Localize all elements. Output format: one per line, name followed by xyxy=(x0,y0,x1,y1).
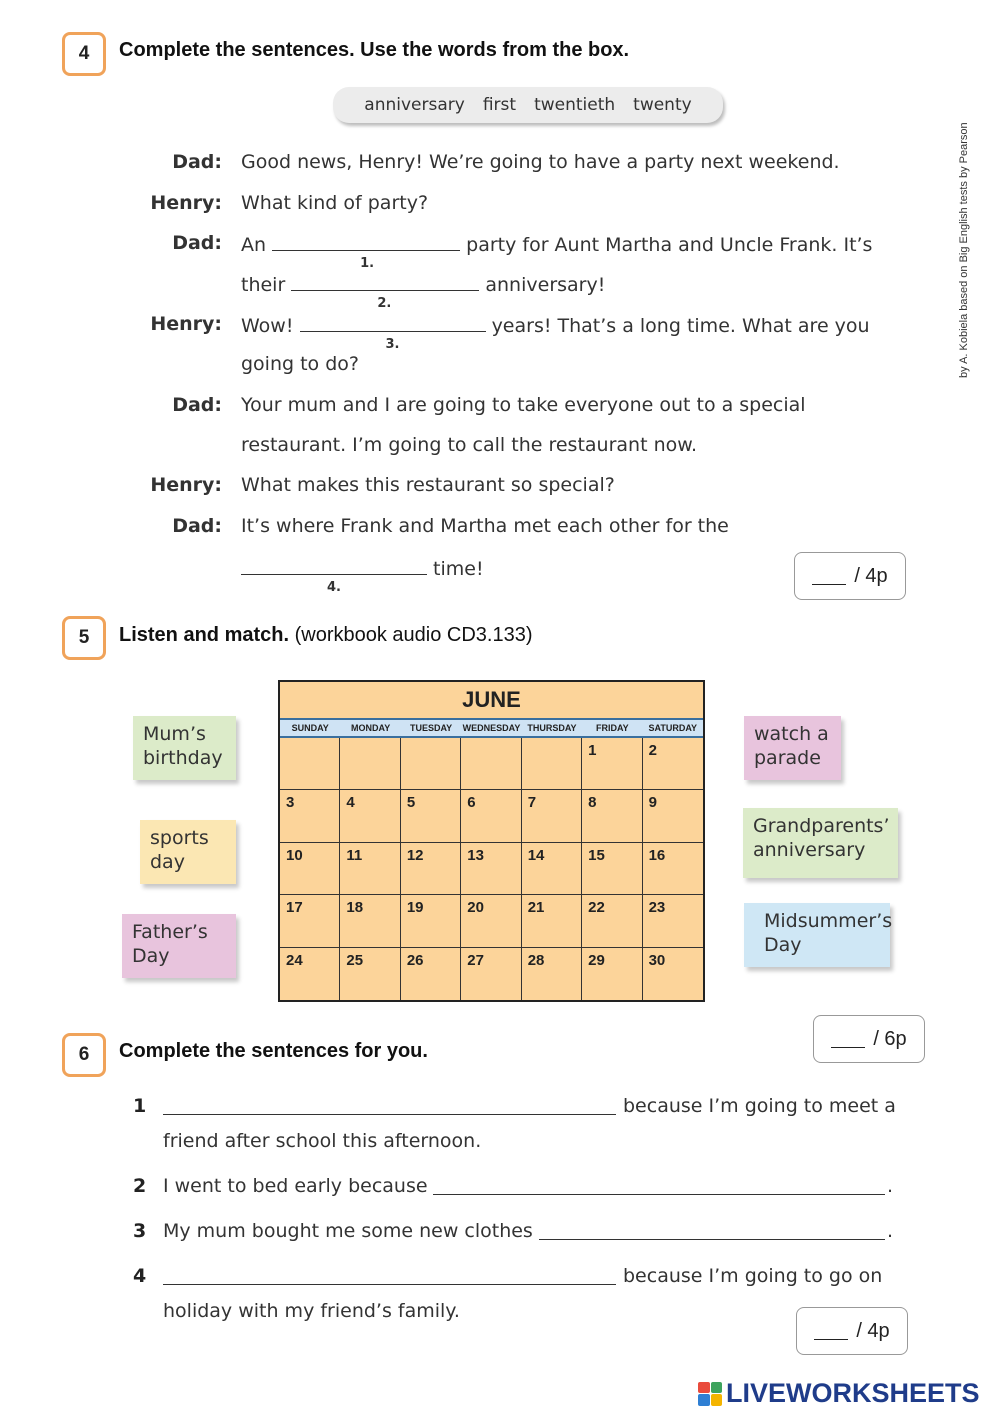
item-text: holiday with my friend’s family. xyxy=(163,1300,460,1322)
calendar-day-cell: 6 xyxy=(461,790,521,842)
liveworksheets-logo[interactable] xyxy=(698,1378,980,1409)
dialogue-line: What kind of party? xyxy=(241,192,429,214)
score-box-section-6[interactable] xyxy=(813,1015,925,1063)
answer-line-4[interactable] xyxy=(163,1284,616,1285)
item-text: I went to bed early because xyxy=(163,1175,428,1197)
speaker-label: Henry: xyxy=(150,474,222,496)
calendar-day-cell: 2 xyxy=(643,738,703,790)
answer-line-1[interactable] xyxy=(163,1114,616,1115)
item-text: because I’m going to meet a xyxy=(623,1095,896,1117)
dialogue-line: Your mum and I are going to take everyone out to a special xyxy=(241,394,806,416)
answer-blank-2[interactable] xyxy=(291,272,479,311)
word-box-item: anniversary xyxy=(364,95,465,115)
item-number: 1 xyxy=(133,1095,147,1117)
section-5-number: 5 xyxy=(62,616,106,660)
calendar-day-cell xyxy=(401,738,461,790)
calendar-day-cell: 18 xyxy=(340,895,400,947)
score-box-section-6-bottom[interactable] xyxy=(796,1307,908,1355)
item-number: 4 xyxy=(133,1265,147,1287)
logo-mark-tile xyxy=(698,1394,710,1406)
item-text: My mum bought me some new clothes xyxy=(163,1220,533,1242)
calendar-day-cell: 10 xyxy=(280,843,340,895)
weekday-label: FRIDAY xyxy=(596,723,629,733)
dialogue-line: restaurant. I’m going to call the restaurant now. xyxy=(241,434,698,456)
calendar-weekday-header xyxy=(280,718,703,738)
word-box xyxy=(333,87,723,123)
note-sports-day[interactable]: sports day xyxy=(140,820,236,884)
calendar-month: JUNE xyxy=(462,687,521,712)
speaker-label: Dad: xyxy=(172,515,222,537)
calendar-day-cell: 19 xyxy=(401,895,461,947)
blank-number: 1. xyxy=(360,256,375,271)
dialogue-text: An xyxy=(241,234,267,256)
calendar-day-cell: 1 xyxy=(582,738,642,790)
calendar-day-cell: 22 xyxy=(582,895,642,947)
calendar-day-cell: 14 xyxy=(522,843,582,895)
dialogue-text: years! That’s a long time. What are you xyxy=(491,315,870,337)
calendar-day-cell xyxy=(280,738,340,790)
section-6-number: 6 xyxy=(62,1033,106,1077)
word-box-item: first xyxy=(482,95,517,115)
speaker-label: Henry: xyxy=(150,192,222,214)
blank-number: 4. xyxy=(327,580,341,595)
score-label: / 6p xyxy=(873,1027,907,1050)
note-grandparents-anniversary[interactable]: Grandparents’ anniversary xyxy=(743,808,898,878)
calendar-day-cell: 28 xyxy=(522,948,582,1000)
note-watch-a-parade[interactable]: watch a parade xyxy=(744,716,841,780)
answer-blank-4[interactable] xyxy=(241,556,427,595)
dialogue-line: going to do? xyxy=(241,353,359,375)
weekday-label: MONDAY xyxy=(351,723,391,733)
calendar-day-cell: 20 xyxy=(461,895,521,947)
june-calendar xyxy=(278,680,705,1002)
calendar-day-cell: 27 xyxy=(461,948,521,1000)
item-end: . xyxy=(887,1175,894,1197)
calendar-day-cell: 5 xyxy=(401,790,461,842)
calendar-day-cell: 11 xyxy=(340,843,400,895)
dialogue-line: It’s where Frank and Martha met each other for the xyxy=(241,515,729,537)
answer-line-2[interactable] xyxy=(433,1194,885,1195)
dialogue-text: time! xyxy=(433,558,484,580)
item-end: . xyxy=(887,1220,894,1242)
blank-number: 3. xyxy=(385,337,400,352)
dialogue-text: party for Aunt Martha and Uncle Frank. It’s xyxy=(466,234,873,256)
calendar-day-cell: 9 xyxy=(643,790,703,842)
dialogue-line: What makes this restaurant so special? xyxy=(241,474,615,496)
dialogue-line xyxy=(241,556,484,595)
word-box-item: twenty xyxy=(633,95,692,115)
logo-mark-tile xyxy=(711,1394,723,1406)
calendar-day-cell: 17 xyxy=(280,895,340,947)
dialogue-line: Good news, Henry! We’re going to have a party next weekend. xyxy=(241,151,840,173)
score-blank[interactable] xyxy=(831,1031,865,1048)
note-midsummers-day[interactable]: Midsummer’s Day xyxy=(744,903,890,967)
logo-text: LIVEWORKSHEETS xyxy=(726,1378,980,1408)
section-4-number: 4 xyxy=(62,32,106,76)
section-4-title: Complete the sentences. Use the words from the box. xyxy=(119,39,630,61)
speaker-label: Dad: xyxy=(172,232,222,254)
section-5-subtitle: (workbook audio CD3.133) xyxy=(294,624,533,646)
score-box-section-4[interactable] xyxy=(794,552,906,600)
item-text: friend after school this afternoon. xyxy=(163,1130,482,1152)
item-number: 2 xyxy=(133,1175,147,1197)
calendar-day-cell xyxy=(522,738,582,790)
calendar-day-cell: 3 xyxy=(280,790,340,842)
answer-blank-3[interactable] xyxy=(300,313,486,352)
score-blank[interactable] xyxy=(814,1323,848,1340)
logo-mark-tile xyxy=(711,1382,723,1394)
calendar-day-cell: 30 xyxy=(648,951,666,969)
calendar-day-cell: 7 xyxy=(522,790,582,842)
item-number: 3 xyxy=(133,1220,147,1242)
weekday-label: SUNDAY xyxy=(291,723,329,733)
dialogue-text: Wow! xyxy=(241,315,294,337)
speaker-label: Dad: xyxy=(172,394,222,416)
calendar-day-cell: 4 xyxy=(340,790,400,842)
weekday-label: TUESDAY xyxy=(409,723,453,733)
calendar-day-cell: 21 xyxy=(522,895,582,947)
calendar-day-cell: 23 xyxy=(643,895,703,947)
section-5-title xyxy=(119,624,533,647)
dialogue-text: their xyxy=(241,274,286,296)
calendar-day-cell: 16 xyxy=(643,843,703,895)
speaker-label: Henry: xyxy=(150,313,222,335)
calendar-day-cell: 26 xyxy=(401,948,461,1000)
calendar-day-cell: 25 xyxy=(340,948,400,1000)
speaker-label: Dad: xyxy=(172,151,222,173)
score-label: / 4p xyxy=(856,1319,890,1342)
section-5-title-text: Listen and match. xyxy=(119,624,290,646)
item-text: because I’m going to go on xyxy=(623,1265,883,1287)
calendar-day-cell: 24 xyxy=(280,948,340,1000)
logo-mark-icon xyxy=(698,1382,722,1406)
calendar-day-cell: 13 xyxy=(461,843,521,895)
calendar-grid xyxy=(280,738,703,1000)
dialogue-line xyxy=(241,272,606,311)
score-label: / 4p xyxy=(854,564,888,587)
calendar-day-cell: 12 xyxy=(401,843,461,895)
calendar-day-cell xyxy=(461,738,521,790)
logo-mark-tile xyxy=(698,1382,710,1394)
answer-line-3[interactable] xyxy=(539,1239,885,1240)
dialogue-line xyxy=(241,232,873,271)
calendar-day-cell: 8 xyxy=(582,790,642,842)
side-credit: by A. Kobiela based on Big English tests by Pearson xyxy=(958,122,970,378)
word-box-item: twentieth xyxy=(534,95,616,115)
weekday-label: WEDNESDAY xyxy=(462,723,521,733)
score-blank[interactable] xyxy=(812,568,846,585)
calendar-day-cell xyxy=(340,738,400,790)
calendar-day-cell: 29 xyxy=(582,948,642,1000)
section-6-title: Complete the sentences for you. xyxy=(119,1040,428,1062)
calendar-day-cell: 15 xyxy=(582,843,642,895)
dialogue-line xyxy=(241,313,870,352)
note-mums-birthday[interactable]: Mum’s birthday xyxy=(133,716,236,780)
answer-blank-1[interactable] xyxy=(272,232,460,271)
note-fathers-day[interactable]: Father’s Day xyxy=(122,914,236,978)
blank-number: 2. xyxy=(377,296,392,311)
weekday-label: THURSDAY xyxy=(527,723,577,733)
dialogue-text: anniversary! xyxy=(485,274,606,296)
weekday-label: SATURDAY xyxy=(648,723,698,733)
